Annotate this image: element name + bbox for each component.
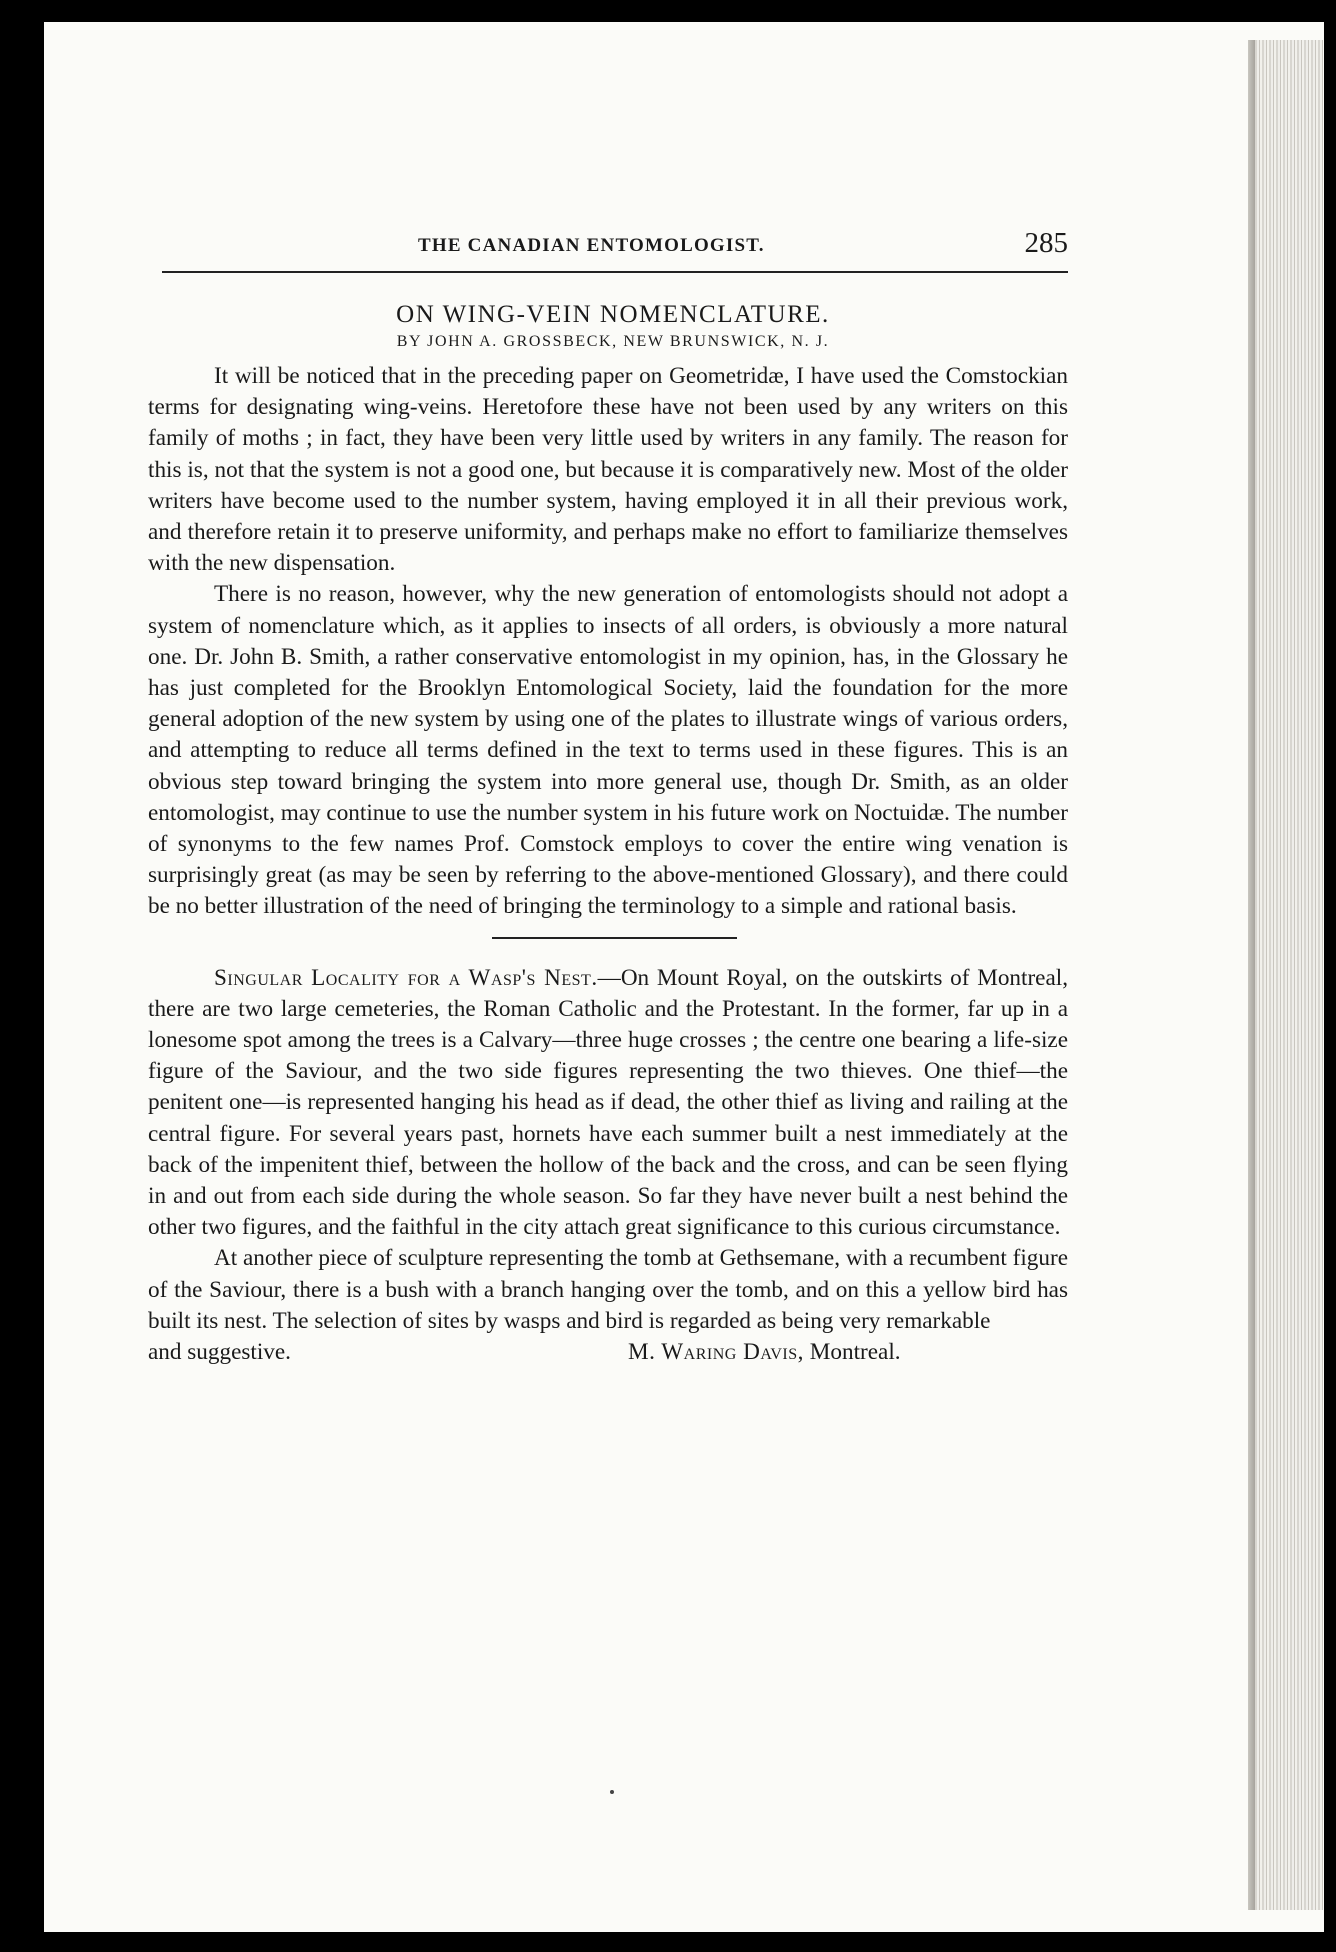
- signature-line: [148, 1337, 1078, 1368]
- running-head: [148, 225, 1078, 261]
- article-byline: BY JOHN A. GROSSBECK, NEW BRUNSWICK, N. J.: [396, 333, 830, 350]
- author-place: Montreal.: [809, 1339, 901, 1366]
- article-paragraph-1: It will be noticed that in the preceding paper on Geometridæ, I have used the Comstockian terms for designating wing-veins. Heretofore these have not been used by any writers on this family of moths ; in fact, they have been very little used by writers in any family. The reason for this is, not that the system is not a good one, but because it is comparatively new. Most of the older writers have become used to the number system, having employed it in all their previous work, and therefore retain it to preserve uniformity, and perhaps make no effort to familiarize themselves with the new dispensation.: [148, 363, 1068, 577]
- closing-text: and suggestive.: [148, 1339, 291, 1366]
- article-title: ON WING-VEIN NOMENCLATURE.: [396, 301, 830, 328]
- note-paragraph-2: At another piece of sculpture representing the tomb at Gethsemane, with a recumbent figure of the Saviour, there is a bush with a branch hanging over the tomb, and on this a yellow bird has built its nest. The selection of sites by wasps and bird is regarded as being very remarkable: [148, 1245, 1068, 1334]
- journal-title: THE CANADIAN ENTOMOLOGIST.: [418, 235, 765, 256]
- page-speck: [610, 1790, 614, 1794]
- author-name: M. Waring Davis,: [628, 1339, 804, 1366]
- book-page-edges: [1255, 40, 1323, 1910]
- header-rule: [162, 271, 1068, 273]
- page-number: 285: [1024, 227, 1068, 259]
- section-divider: [492, 937, 737, 939]
- author-signature: [628, 1337, 901, 1368]
- note-heading: Singular Locality for a Wasp's Nest.: [214, 964, 598, 991]
- article-paragraph-2: There is no reason, however, why the new generation of entomologists should not adopt a system of nomenclature which, as it applies to insects of all orders, is obviously a more natural one. Dr. John B. Smith, a rather conservative entomologist in my opinion, has, in the Glossary he has just completed for the Brooklyn Entomological Society, laid the foundation for the more general adoption of the new system by using one of the plates to illustrate wings of various orders, and attempting to reduce all terms defined in the text to terms used in these figures. This is an obvious step toward bringing the system into more general use, though Dr. Smith, as an older entomologist, may continue to use the number system in his future work on Noctuidæ. The number of synonyms to the few names Prof. Comstock employs to cover the entire wing venation is surprisingly great (as may be seen by referring to the above-mentioned Glossary), and there could be no better illustration of the need of bringing the terminology to a simple and rational basis.: [148, 581, 1068, 920]
- page-content: [148, 225, 1078, 1368]
- note-paragraph-1-body: —On Mount Royal, on the outskirts of Montreal, there are two large cemeteries, the Roman Catholic and the Protestant. In the former, far up in a lonesome spot among the trees is a Calvary—three huge crosses ; the centre one bearing a life-size figure of the Saviour, and the two side figures representing the two thieves. One thief—the penitent one—is represented hanging his head as if dead, the other thief as living and railing at the central figure. For several years past, hornets have each summer built a nest immediately at the back of the impenitent thief, between the hollow of the back and the cross, and can be seen flying in and out from each side during the whole season. So far they have never built a nest behind the other two figures, and the faithful in the city attach great significance to this curious circumstance.: [148, 964, 1068, 1241]
- note-paragraph-1: [148, 963, 1078, 1244]
